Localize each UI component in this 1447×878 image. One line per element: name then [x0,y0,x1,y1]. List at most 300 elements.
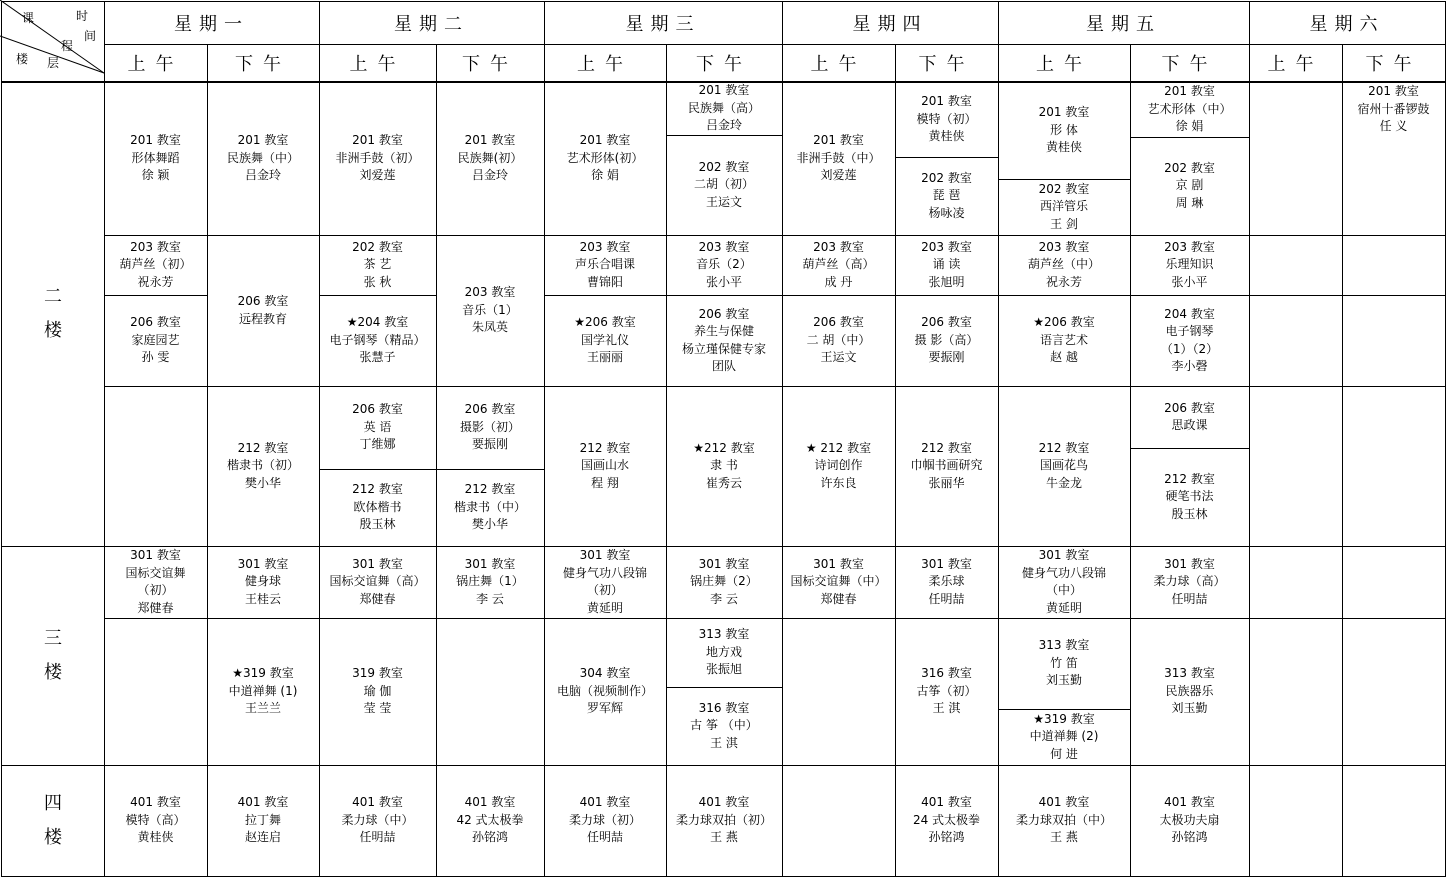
cell-line: 远程教育 [238,311,287,326]
cell-line: 摄影（初） [459,419,520,434]
cell-line: 任明喆 [928,591,965,606]
cell-line: 民族器乐 [1165,683,1214,698]
classroom-label: 301 教室 [698,556,750,571]
corner-label-floor-2: 层 [47,56,60,70]
cell-line: 中道禅舞 (2) [1029,729,1099,744]
classroom-label: 401 教室 [130,795,181,810]
class-cell [544,546,666,618]
class-cell [998,765,1130,876]
classroom-label: 201 教室 [921,94,972,109]
cell-line: 王 燕 [710,830,738,845]
cell-line: 西洋管乐 [1039,199,1088,214]
cell-line: 张小平 [1171,274,1208,289]
classroom-label: 201 教室 [579,133,631,148]
classroom-label: ★206 教室 [1033,315,1095,330]
pm-header: 下午 [1365,54,1422,75]
class-cell [895,765,998,876]
cell-line: 李小磬 [1171,359,1208,373]
classroom-label: 202 教室 [921,170,972,185]
classroom-label: 204 教室 [1164,306,1215,321]
cell-line: 电脑（视频制作） [556,683,653,698]
cell-line: 崔秀云 [705,475,742,490]
cell-line: 曹锦阳 [586,274,623,289]
class-cell [544,765,666,876]
class-cell [666,765,782,876]
cell-line: 模特（高） [125,812,186,827]
class-cell [319,546,436,618]
cell-line: 刘爱莲 [820,168,857,183]
class-cell [1130,546,1249,618]
class-cell [895,618,998,765]
cell-line: 任明喆 [1171,591,1208,606]
cell-line: 祝永芳 [1045,274,1082,289]
cell-line: 赵 越 [1050,350,1078,365]
cell-line: 周 琳 [1175,195,1204,210]
classroom-label: 316 教室 [698,700,750,715]
classroom-label: ★319 教室 [1033,711,1095,726]
cell-line: 民族舞(初） [457,150,523,165]
cell-line: 音乐（1） [462,302,518,317]
cell-line: 京 剧 [1175,178,1204,193]
cell-line: 形体舞蹈 [131,150,180,165]
classroom-label: 203 教室 [921,239,972,254]
classroom-label: 206 教室 [464,402,516,417]
cell-line: 刘爱莲 [359,168,396,183]
classroom-label: 203 教室 [579,239,631,254]
cell-line: 地方戏 [705,644,742,659]
cell-line: 锅庄舞（1） [456,574,524,589]
classroom-label: 212 教室 [464,482,516,497]
classroom-label: 212 教室 [921,440,972,455]
classroom-label: 206 教室 [130,315,181,330]
class-cell [104,235,207,295]
cell-line: （1）（2） [1160,341,1219,356]
class-cell [1130,765,1249,876]
class-cell [1130,618,1249,765]
classroom-label: 202 教室 [352,239,403,254]
classroom-label: 203 教室 [1038,239,1090,254]
cell-line: 健身气功八段锦 [1021,565,1106,580]
cell-line: 朱凤英 [471,320,508,335]
class-cell [666,546,782,618]
class-cell [436,386,544,469]
am-header: 上午 [1036,54,1092,75]
class-cell [895,157,998,235]
classroom-label: ★ 212 教室 [805,440,872,455]
corner-label-floor-1: 楼 [16,52,29,66]
class-cell [104,765,207,876]
cell-line: 孙铭鸿 [471,830,508,845]
cell-line: 黄延明 [586,600,623,615]
classroom-label: 401 教室 [237,795,289,810]
class-cell [207,386,319,546]
pm-header: 下午 [696,54,752,75]
cell-line: 诵 读 [932,257,961,272]
cell-line: 杨咏凌 [928,205,965,220]
cell-line: 樊小华 [471,517,508,532]
cell-line: 柔力球（高） [1153,574,1226,589]
classroom-label: 202 教室 [1038,181,1090,196]
corner-label-time-1: 时 [76,9,89,23]
classroom-label: 202 教室 [698,159,750,174]
class-cell [666,386,782,546]
class-cell [436,235,544,386]
cell-line: 罗军辉 [586,701,623,716]
cell-line: 张 秋 [363,274,392,289]
class-cell [207,235,319,386]
floor-label-4: 四 楼 [44,792,62,848]
cell-line: 葫芦丝（中） [1027,257,1100,272]
class-cell [895,295,998,386]
classroom-label: 301 教室 [579,548,631,562]
floor-label-3: 三 楼 [44,627,62,683]
cell-line: 任明喆 [359,830,396,845]
cell-line: 茶 艺 [363,257,392,272]
classroom-label: 206 教室 [921,315,972,330]
cell-line: 24 式太极拳 [912,812,981,827]
classroom-label: 313 教室 [698,627,750,642]
cell-line: 摄 影（高） [914,332,979,347]
corner-label-time-2: 间 [84,29,97,43]
cell-line: 国标交谊舞（高） [329,574,426,589]
classroom-label: ★212 教室 [693,440,755,455]
cell-line: 艺术形体（中） [1147,101,1232,116]
cell-line: 柔力球（初） [568,812,641,827]
classroom-label: 401 教室 [352,795,403,810]
class-cell [998,618,1130,709]
class-cell [666,687,782,765]
cell-line: 健身气功八段锦 [562,565,647,580]
cell-line: 张振旭 [705,662,742,677]
cell-line: 国画山水 [580,458,629,473]
class-cell [319,82,436,235]
day-header-tue: 星期二 [394,14,469,35]
cell-line: 隶 书 [710,458,738,473]
day-header-mon: 星期一 [174,14,249,35]
classroom-label: 201 教室 [698,83,750,98]
classroom-label: 301 教室 [464,556,516,571]
cell-line: 郑健春 [820,591,857,606]
classroom-label: 401 教室 [698,795,750,810]
class-cell [104,82,207,235]
class-cell [319,386,436,469]
cell-line: 柔乐球 [928,574,965,589]
cell-line: 牛金龙 [1045,475,1082,490]
class-cell [782,546,895,618]
classroom-label: 319 教室 [352,666,403,681]
classroom-label: 201 教室 [1368,84,1419,99]
cell-line: 王运文 [705,194,742,209]
classroom-label: 212 教室 [1164,471,1215,486]
am-header: 上午 [577,54,633,75]
class-cell [104,546,207,618]
class-cell [207,82,319,235]
cell-line: 任明喆 [586,830,623,845]
cell-line: 莹 莹 [363,701,392,716]
cell-line: 电子钢琴 [1165,324,1214,338]
classroom-label: 203 教室 [813,239,864,254]
class-cell [998,179,1130,235]
cell-line: 成 丹 [824,274,853,289]
cell-line: 非洲手鼓（初） [335,150,420,165]
class-cell [998,82,1130,179]
cell-line: 养生与保健 [693,324,754,338]
cell-line: 柔力球双拍（中） [1015,812,1112,827]
cell-line: 国标交谊舞（中） [790,574,887,589]
classroom-label: 206 教室 [1164,400,1215,415]
cell-line: 瑜 伽 [363,683,392,698]
classroom-label: 206 教室 [352,402,403,417]
am-header: 上午 [810,54,867,75]
cell-line: 宿州十番锣鼓 [1357,101,1430,116]
classroom-label: 313 教室 [1164,666,1215,681]
classroom-label: 201 教室 [813,133,864,148]
classroom-label: 301 教室 [237,556,289,571]
class-cell [1130,235,1249,295]
class-cell [544,386,666,546]
classroom-label: 212 教室 [237,440,289,455]
cell-line: 郑健春 [137,600,174,615]
cell-line: 乐理知识 [1165,257,1214,272]
day-header-sat: 星期六 [1309,14,1385,35]
cell-line: 艺术形体(初） [566,150,644,165]
cell-line: 拉丁舞 [244,812,281,827]
cell-line: 孙铭鸿 [928,830,965,845]
cell-line: 柔力球（中） [341,812,414,827]
cell-line: 徐 娟 [1175,119,1204,134]
cell-line: 王运文 [820,350,857,365]
class-cell [436,546,544,618]
class-cell [207,765,319,876]
classroom-label: 206 教室 [237,294,289,308]
cell-line: 徐 娟 [591,168,619,183]
cell-line: 声乐合唱课 [574,257,635,272]
cell-line: 张旭明 [928,274,965,289]
class-cell [436,765,544,876]
class-cell [544,295,666,386]
class-cell [1130,82,1249,137]
cell-line: 电子钢琴（精品） [329,332,426,347]
cell-line: 思政课 [1171,418,1208,432]
day-header-fri: 星期五 [1086,14,1161,35]
cell-line: 何 进 [1050,746,1078,761]
class-cell [998,386,1130,546]
cell-line: 祝永芳 [137,274,174,289]
cell-line: 刘玉勤 [1171,701,1208,716]
cell-line: 黄桂侠 [137,830,174,845]
class-cell [895,386,998,546]
cell-line: 要振刚 [928,350,965,365]
cell-line: 殷玉林 [1171,506,1208,521]
class-cell [666,135,782,235]
cell-line: 吕金玲 [705,118,742,133]
classroom-label: 301 教室 [1038,548,1090,562]
class-cell [1342,82,1445,137]
classroom-label: 212 教室 [579,440,631,455]
cell-line: 英 语 [363,419,392,434]
classroom-label: ★206 教室 [574,315,636,330]
classroom-label: 201 教室 [464,133,516,148]
cell-line: 二 胡（中） [806,332,871,347]
classroom-label: 316 教室 [921,666,972,681]
cell-line: 硬笔书法 [1165,489,1214,504]
class-cell [782,82,895,235]
class-cell [998,235,1130,295]
cell-line: 吕金玲 [471,168,508,183]
classroom-label: 313 教室 [1038,638,1090,653]
cell-line: 张丽华 [928,475,965,490]
classroom-label: 206 教室 [813,315,864,330]
class-cell [319,469,436,546]
cell-line: 二胡（初） [693,177,754,192]
cell-line: 国学礼仪 [580,332,629,347]
pm-header: 下午 [918,54,975,75]
class-cell [895,546,998,618]
classroom-label: 304 教室 [579,666,631,681]
classroom-label: 301 教室 [1164,556,1215,571]
cell-line: 黄桂侠 [928,129,965,144]
classroom-label: ★204 教室 [346,315,409,330]
cell-line: 42 式太极拳 [456,812,524,827]
am-header: 上午 [127,54,184,75]
class-cell [666,618,782,687]
cell-line: 欧体楷书 [353,499,402,514]
cell-line: 黄桂侠 [1045,140,1082,155]
cell-line: 王 淇 [932,701,961,716]
cell-line: 葫芦丝（高） [802,257,875,272]
cell-line: 吕金玲 [244,168,281,183]
cell-line: 古筝（初） [916,683,977,698]
class-cell [319,765,436,876]
cell-line: 任 义 [1379,119,1408,134]
class-cell [1130,448,1249,546]
class-cell [1130,295,1249,386]
cell-line: 殷玉林 [359,517,396,532]
cell-line: 太极功夫扇 [1159,812,1220,827]
cell-line: 琵 琶 [932,188,961,203]
cell-line: 程 翔 [591,475,619,490]
cell-line: 模特（初） [916,111,977,126]
class-cell [319,235,436,295]
class-cell [782,295,895,386]
cell-line: 柔力球双拍（初） [675,812,772,827]
cell-line: 音乐（2） [696,257,752,272]
cell-line: 王 淇 [710,735,738,750]
cell-line: 赵连启 [244,830,281,845]
class-cell [544,82,666,235]
classroom-label: 201 教室 [237,133,289,148]
classroom-label: 201 教室 [1164,84,1215,99]
am-header: 上午 [1267,54,1324,75]
cell-line: 形 体 [1050,122,1078,137]
class-cell [207,618,319,765]
cell-line: 民族舞（中） [226,150,299,165]
cell-line: 李 云 [710,591,738,606]
classroom-label: 401 教室 [1164,795,1215,810]
class-cell [998,546,1130,618]
cell-line: 语言艺术 [1039,332,1088,347]
class-cell [895,82,998,157]
class-cell [895,235,998,295]
floor-label-2: 二 楼 [44,286,62,341]
day-header-wed: 星期三 [625,14,701,35]
class-cell [544,618,666,765]
classroom-label: 201 教室 [1038,105,1090,120]
cell-line: 徐 颖 [141,168,170,183]
cell-line: 王 燕 [1050,830,1078,845]
classroom-label: 203 教室 [1164,239,1215,254]
cell-line: 李 云 [476,591,504,606]
cell-line: 刘玉勤 [1045,673,1082,688]
classroom-label: ★319 教室 [232,666,294,681]
cell-line: 张慧子 [359,350,396,365]
classroom-label: 401 教室 [579,795,631,810]
classroom-label: 202 教室 [1164,160,1215,175]
cell-line: 锅庄舞（2） [690,574,758,589]
class-cell [544,235,666,295]
pm-header: 下午 [235,54,291,75]
class-cell [782,386,895,546]
cell-line: 国标交谊舞 [125,565,186,580]
cell-line: 孙铭鸿 [1171,830,1208,845]
cell-line: 许东良 [820,475,857,490]
cell-line: 民族舞（高） [687,100,760,115]
cell-line: 樊小华 [244,475,281,490]
cell-line: 王丽丽 [586,350,623,365]
pm-header: 下午 [462,54,518,75]
classroom-label: 301 教室 [130,548,181,562]
cell-line: 楷隶书（初） [226,458,299,473]
class-cell [666,295,782,386]
class-cell [998,709,1130,765]
class-cell [104,295,207,386]
cell-line: 王桂云 [244,591,281,606]
cell-line: 家庭园艺 [131,332,180,347]
class-cell [666,235,782,295]
cell-line: （中） [1045,583,1082,597]
am-header: 上午 [349,54,406,75]
classroom-label: 301 教室 [921,556,972,571]
day-header-thu: 星期四 [852,14,928,35]
classroom-label: 206 教室 [698,306,750,321]
classroom-label: 212 教室 [352,482,403,497]
cell-line: 杨立瑾保健专家 [681,341,766,356]
classroom-label: 203 教室 [698,239,750,254]
pm-header: 下午 [1161,54,1218,75]
class-cell [1130,137,1249,235]
classroom-label: 201 教室 [352,133,403,148]
cell-line: 诗词创作 [814,458,863,473]
cell-line: 要振刚 [471,437,508,452]
class-cell [1130,386,1249,448]
classroom-label: 401 教室 [921,795,972,810]
classroom-label: 301 教室 [813,556,864,571]
class-cell [998,295,1130,386]
class-cell [319,618,436,765]
classroom-label: 201 教室 [130,133,181,148]
cell-line: 楷隶书（中） [453,499,526,514]
cell-line: 王兰兰 [244,701,281,716]
cell-line: 郑健春 [359,591,396,606]
cell-line: 巾帼书画研究 [910,458,983,473]
class-cell [319,295,436,386]
cell-line: 葫芦丝（初） [119,257,192,272]
classroom-label: 401 教室 [464,795,516,810]
classroom-label: 301 教室 [352,556,403,571]
cell-line: （初） [586,583,623,597]
cell-line: 孙 雯 [141,350,170,365]
classroom-label: 212 教室 [1038,440,1090,455]
